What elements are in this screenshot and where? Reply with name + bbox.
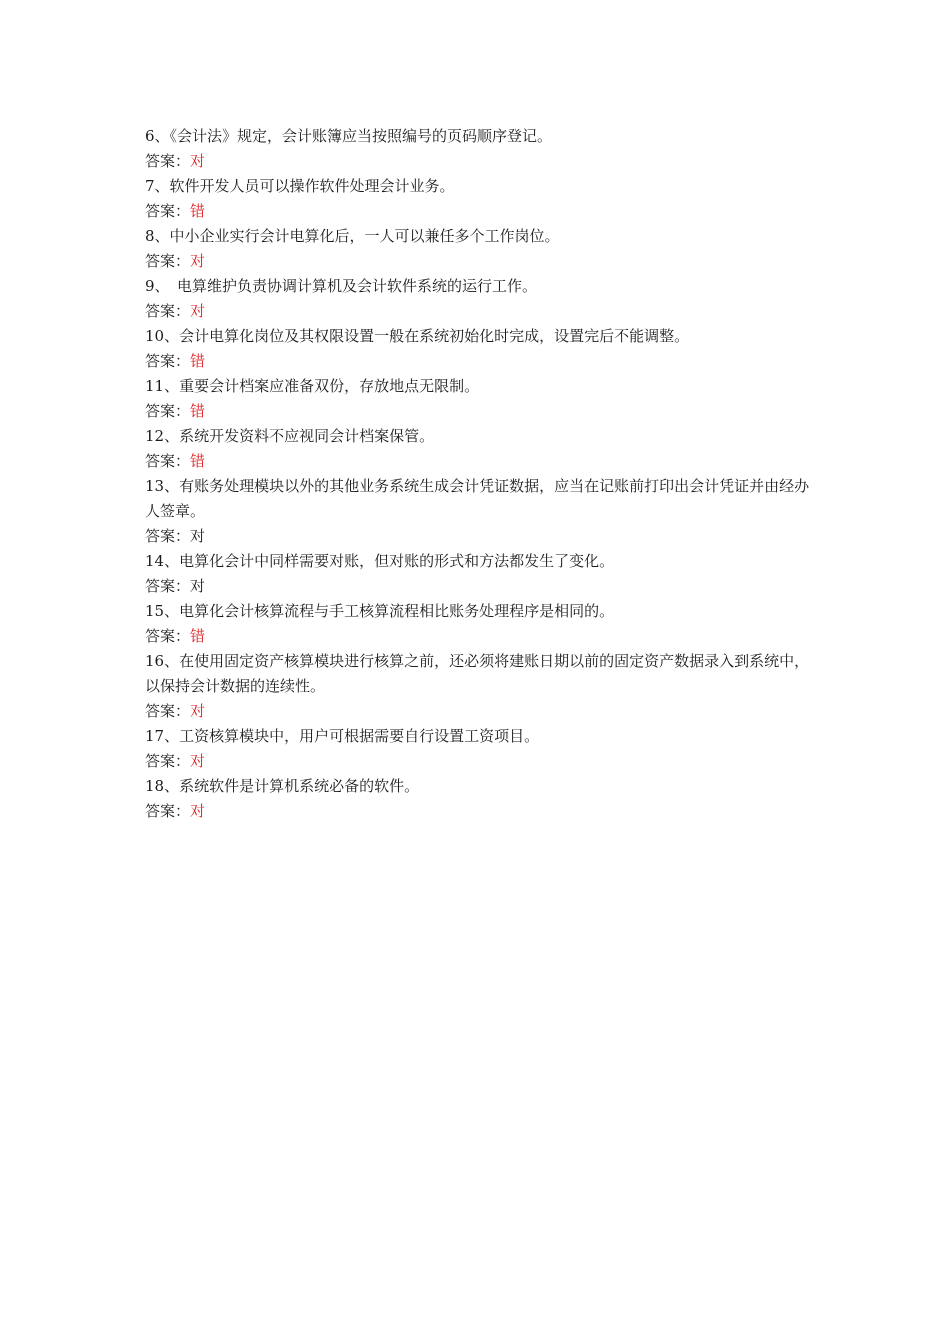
- answer-value: 错: [190, 352, 206, 370]
- answer-label: 答案：: [145, 452, 191, 470]
- answer-value: 对: [190, 752, 206, 770]
- answer-line: [145, 249, 810, 274]
- answer-line: [145, 699, 810, 724]
- answer-value: 对: [190, 702, 206, 720]
- answer-value: 对: [190, 252, 206, 270]
- document-page: [145, 124, 810, 824]
- question-text: 11、重要会计档案应准备双份，存放地点无限制。: [145, 377, 480, 395]
- answer-label: 答案：: [145, 752, 191, 770]
- answer-label: 答案：: [145, 527, 191, 545]
- answer-value: 错: [190, 452, 206, 470]
- answer-value: 错: [190, 202, 206, 220]
- answer-line: [145, 524, 810, 549]
- question-text: 13、有账务处理模块以外的其他业务系统生成会计凭证数据，应当在记账前打印出会计凭证并由经办人签章。: [145, 477, 810, 520]
- answer-value: 对: [190, 577, 206, 595]
- answer-label: 答案：: [145, 702, 191, 720]
- answer-label: 答案：: [145, 252, 191, 270]
- answer-value: 对: [190, 152, 206, 170]
- answer-label: 答案：: [145, 202, 191, 220]
- answer-line: [145, 799, 810, 824]
- answer-line: [145, 299, 810, 324]
- answer-label: 答案：: [145, 352, 191, 370]
- answer-line: [145, 199, 810, 224]
- question-text: 7、软件开发人员可以操作软件处理会计业务。: [145, 177, 455, 195]
- answer-line: [145, 399, 810, 424]
- question-text: 15、电算化会计核算流程与手工核算流程相比账务处理程序是相同的。: [145, 602, 615, 620]
- answer-line: [145, 449, 810, 474]
- answer-line: [145, 749, 810, 774]
- answer-label: 答案：: [145, 302, 191, 320]
- answer-label: 答案：: [145, 802, 191, 820]
- question-text: 16、在使用固定资产核算模块进行核算之前，还必须将建账日期以前的固定资产数据录入到系统中，以保持会计数据的连续性。: [145, 652, 810, 695]
- answer-value: 错: [190, 627, 206, 645]
- question-text: 12、系统开发资料不应视同会计档案保管。: [145, 427, 435, 445]
- question-text: 17、工资核算模块中，用户可根据需要自行设置工资项目。: [145, 727, 540, 745]
- answer-value: 对: [190, 802, 206, 820]
- question-text: 9、 电算维护负责协调计算机及会计软件系统的运行工作。: [145, 277, 538, 295]
- answer-label: 答案：: [145, 627, 191, 645]
- answer-label: 答案：: [145, 577, 191, 595]
- answer-label: 答案：: [145, 152, 191, 170]
- answer-label: 答案：: [145, 402, 191, 420]
- answer-line: [145, 149, 810, 174]
- question-text: 6、《会计法》规定，会计账簿应当按照编号的页码顺序登记。: [145, 127, 553, 145]
- answer-line: [145, 624, 810, 649]
- question-text: 8、中小企业实行会计电算化后，一人可以兼任多个工作岗位。: [145, 227, 560, 245]
- question-text: 18、系统软件是计算机系统必备的软件。: [145, 777, 420, 795]
- answer-value: 对: [190, 527, 206, 545]
- question-text: 10、会计电算化岗位及其权限设置一般在系统初始化时完成，设置完后不能调整。: [145, 327, 690, 345]
- answer-line: [145, 349, 810, 374]
- answer-value: 错: [190, 402, 206, 420]
- question-text: 14、电算化会计中同样需要对账，但对账的形式和方法都发生了变化。: [145, 552, 615, 570]
- answer-value: 对: [190, 302, 206, 320]
- answer-line: [145, 574, 810, 599]
